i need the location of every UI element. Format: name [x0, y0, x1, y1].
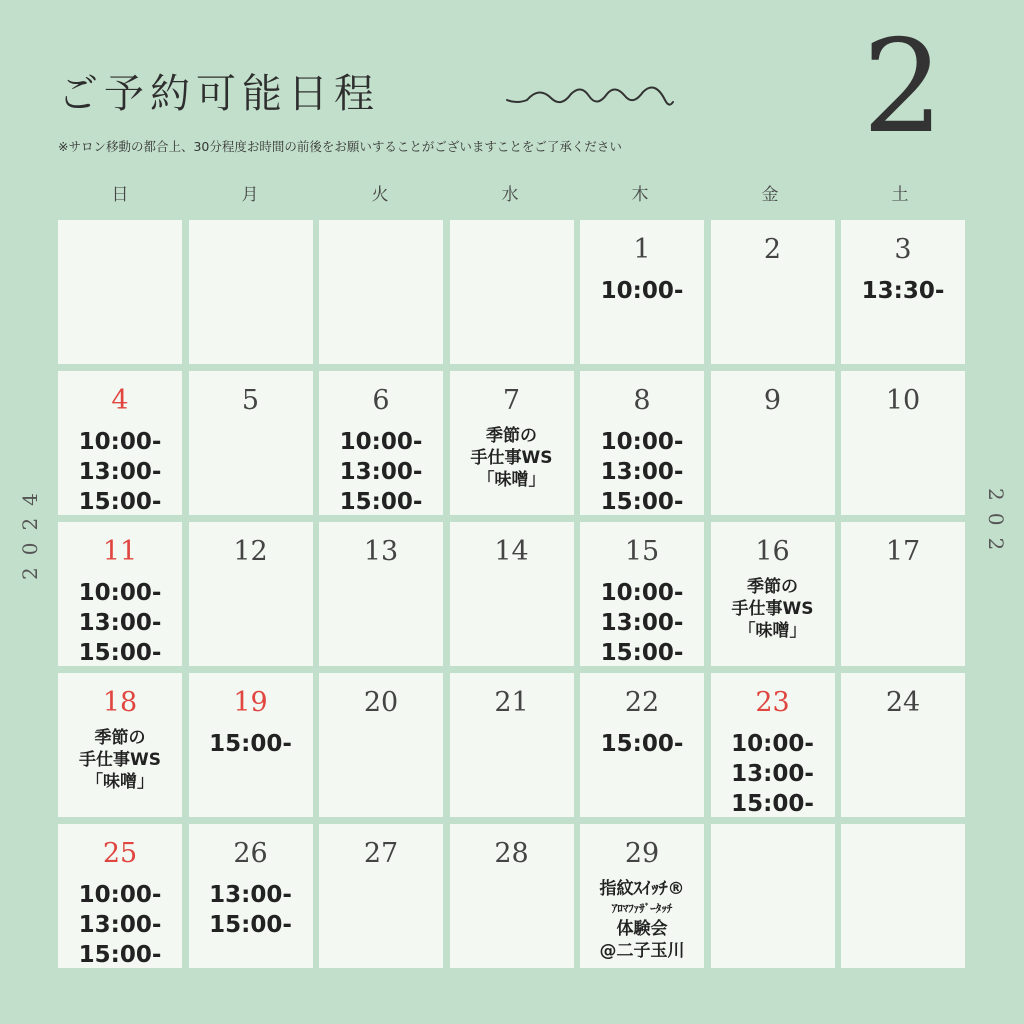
- event-label: [711, 576, 835, 642]
- day-number: 2: [763, 234, 782, 265]
- day-number: 26: [233, 838, 268, 869]
- event-line: 指紋ｽｲｯﾁ®: [599, 879, 685, 899]
- time-slot: 15:00-: [731, 791, 814, 817]
- month-number: 2: [862, 13, 944, 162]
- time-slots: [580, 427, 704, 517]
- weekday-thu: 木: [631, 185, 649, 205]
- calendar-day-2[interactable]: [711, 220, 835, 364]
- time-slot: 15:00-: [600, 489, 684, 515]
- calendar-day-1[interactable]: [580, 220, 704, 364]
- time-slots: [319, 427, 443, 517]
- day-number: 8: [633, 385, 651, 416]
- time-slot: 13:00-: [78, 912, 162, 938]
- day-number: 20: [363, 687, 399, 718]
- event-line: 体験会: [616, 919, 668, 939]
- calendar-day-empty: [58, 220, 182, 364]
- calendar-day-15[interactable]: [580, 522, 704, 666]
- calendar-day-24[interactable]: [841, 673, 965, 817]
- calendar-day-27[interactable]: [319, 824, 443, 968]
- time-slot: 10:00-: [600, 429, 684, 455]
- event-line: 「味噌」: [86, 772, 154, 792]
- day-number: 21: [494, 687, 529, 718]
- time-slots: [58, 880, 182, 970]
- day-number: 5: [241, 385, 260, 416]
- calendar-day-12[interactable]: [189, 522, 313, 666]
- event-line: 手仕事WS: [79, 750, 161, 770]
- calendar-day-13[interactable]: [319, 522, 443, 666]
- calendar-day-16[interactable]: [711, 522, 835, 666]
- calendar-day-21[interactable]: [450, 673, 574, 817]
- time-slot: 15:00-: [209, 731, 292, 757]
- calendar-day-empty: [319, 220, 443, 364]
- time-slot: 13:00-: [78, 459, 162, 485]
- year-label-left: 2024: [18, 481, 42, 580]
- event-label: [450, 425, 574, 491]
- weekday-sat: 土: [891, 185, 909, 205]
- time-slot: 13:30-: [861, 278, 945, 304]
- time-slot: 10:00-: [78, 429, 162, 455]
- calendar-day-20[interactable]: [319, 673, 443, 817]
- day-number: 4: [111, 385, 129, 416]
- calendar-day-22[interactable]: [580, 673, 704, 817]
- day-number: 1: [633, 234, 651, 265]
- day-number: 23: [755, 687, 790, 718]
- wave-decoration: [505, 78, 675, 112]
- day-number: 12: [233, 536, 268, 567]
- time-slots: [841, 276, 965, 306]
- calendar-day-5[interactable]: [189, 371, 313, 515]
- day-number: 14: [494, 536, 529, 567]
- weekday-mon: 月: [241, 185, 259, 205]
- calendar-day-29[interactable]: [580, 824, 704, 968]
- event-line: ｱﾛﾏﾌｧｻﾞｰﾀｯﾁ: [611, 902, 673, 915]
- time-slot: 13:00-: [339, 459, 423, 485]
- calendar-day-18[interactable]: [58, 673, 182, 817]
- weekday-sun: 日: [111, 185, 129, 205]
- time-slot: 10:00-: [78, 882, 162, 908]
- calendar-day-8[interactable]: [580, 371, 704, 515]
- day-number: 17: [885, 536, 921, 567]
- calendar-day-10[interactable]: [841, 371, 965, 515]
- time-slot: 10:00-: [78, 580, 162, 606]
- calendar-day-4[interactable]: [58, 371, 182, 515]
- time-slot: 15:00-: [78, 942, 162, 968]
- day-number: 19: [233, 687, 268, 718]
- event-line: 手仕事WS: [470, 448, 553, 468]
- event-line: 手仕事WS: [731, 599, 814, 619]
- day-number: 27: [363, 838, 399, 869]
- calendar-day-empty: [841, 824, 965, 968]
- day-number: 9: [763, 385, 782, 416]
- calendar-day-11[interactable]: [58, 522, 182, 666]
- day-number: 15: [624, 536, 660, 567]
- time-slot: 13:00-: [600, 610, 684, 636]
- time-slot: 15:00-: [600, 731, 684, 757]
- day-number: 3: [894, 234, 912, 265]
- schedule-note: ※サロン移動の都合上、30分程度お時間の前後をお願いすることがございますことをご了承ください: [58, 139, 622, 154]
- time-slot: 15:00-: [339, 489, 423, 515]
- time-slots: [711, 729, 835, 819]
- time-slots: [58, 578, 182, 668]
- event-line: @二子玉川: [599, 941, 685, 961]
- calendar-day-6[interactable]: [319, 371, 443, 515]
- time-slot: 10:00-: [731, 731, 814, 757]
- event-line: 季節の: [747, 577, 798, 597]
- page-title: ご予約可能日程: [58, 71, 380, 117]
- event-label: [58, 727, 182, 793]
- calendar-day-17[interactable]: [841, 522, 965, 666]
- time-slot: 10:00-: [600, 278, 684, 304]
- calendar-grid: [58, 220, 968, 970]
- time-slots: [189, 880, 313, 940]
- day-number: 25: [102, 838, 138, 869]
- calendar-day-28[interactable]: [450, 824, 574, 968]
- calendar-day-26[interactable]: [189, 824, 313, 968]
- weekday-fri: 金: [761, 185, 779, 205]
- weekday-wed: 水: [501, 185, 519, 205]
- day-number: 13: [363, 536, 399, 567]
- time-slot: 13:00-: [731, 761, 814, 787]
- time-slot: 10:00-: [339, 429, 423, 455]
- day-number: 24: [885, 687, 921, 718]
- day-number: 7: [502, 385, 521, 416]
- day-number: 6: [372, 385, 390, 416]
- event-line: 「味噌」: [477, 470, 546, 490]
- time-slot: 13:00-: [78, 610, 162, 636]
- weekday-header: [58, 180, 966, 206]
- event-label: [580, 878, 704, 962]
- day-number: 22: [624, 687, 660, 718]
- time-slots: [58, 427, 182, 517]
- day-number: 28: [494, 838, 529, 869]
- event-line: 季節の: [94, 728, 146, 748]
- time-slots: [580, 729, 704, 759]
- weekday-tue: 火: [371, 185, 389, 205]
- event-line: 「味噌」: [738, 621, 807, 641]
- time-slot: 13:00-: [600, 459, 684, 485]
- time-slot: 15:00-: [78, 640, 162, 666]
- time-slots: [580, 276, 704, 306]
- calendar-day-empty: [189, 220, 313, 364]
- time-slots: [580, 578, 704, 668]
- day-number: 10: [885, 385, 921, 416]
- day-number: 16: [755, 536, 790, 567]
- calendar-day-empty: [450, 220, 574, 364]
- day-number: 29: [624, 838, 660, 869]
- calendar-day-3[interactable]: [841, 220, 965, 364]
- time-slot: 13:00-: [209, 882, 292, 908]
- time-slot: 15:00-: [209, 912, 292, 938]
- time-slot: 10:00-: [600, 580, 684, 606]
- calendar-day-23[interactable]: [711, 673, 835, 817]
- year-label-right: 202: [984, 488, 1008, 563]
- time-slots: [189, 729, 313, 759]
- calendar-day-9[interactable]: [711, 371, 835, 515]
- event-line: 季節の: [486, 426, 537, 446]
- calendar-day-empty: [711, 824, 835, 968]
- calendar-day-7[interactable]: [450, 371, 574, 515]
- time-slot: 15:00-: [600, 640, 684, 666]
- time-slot: 15:00-: [78, 489, 162, 515]
- calendar-day-14[interactable]: [450, 522, 574, 666]
- day-number: 18: [102, 687, 138, 718]
- calendar-day-25[interactable]: [58, 824, 182, 968]
- calendar-day-19[interactable]: [189, 673, 313, 817]
- day-number: 11: [102, 536, 138, 567]
